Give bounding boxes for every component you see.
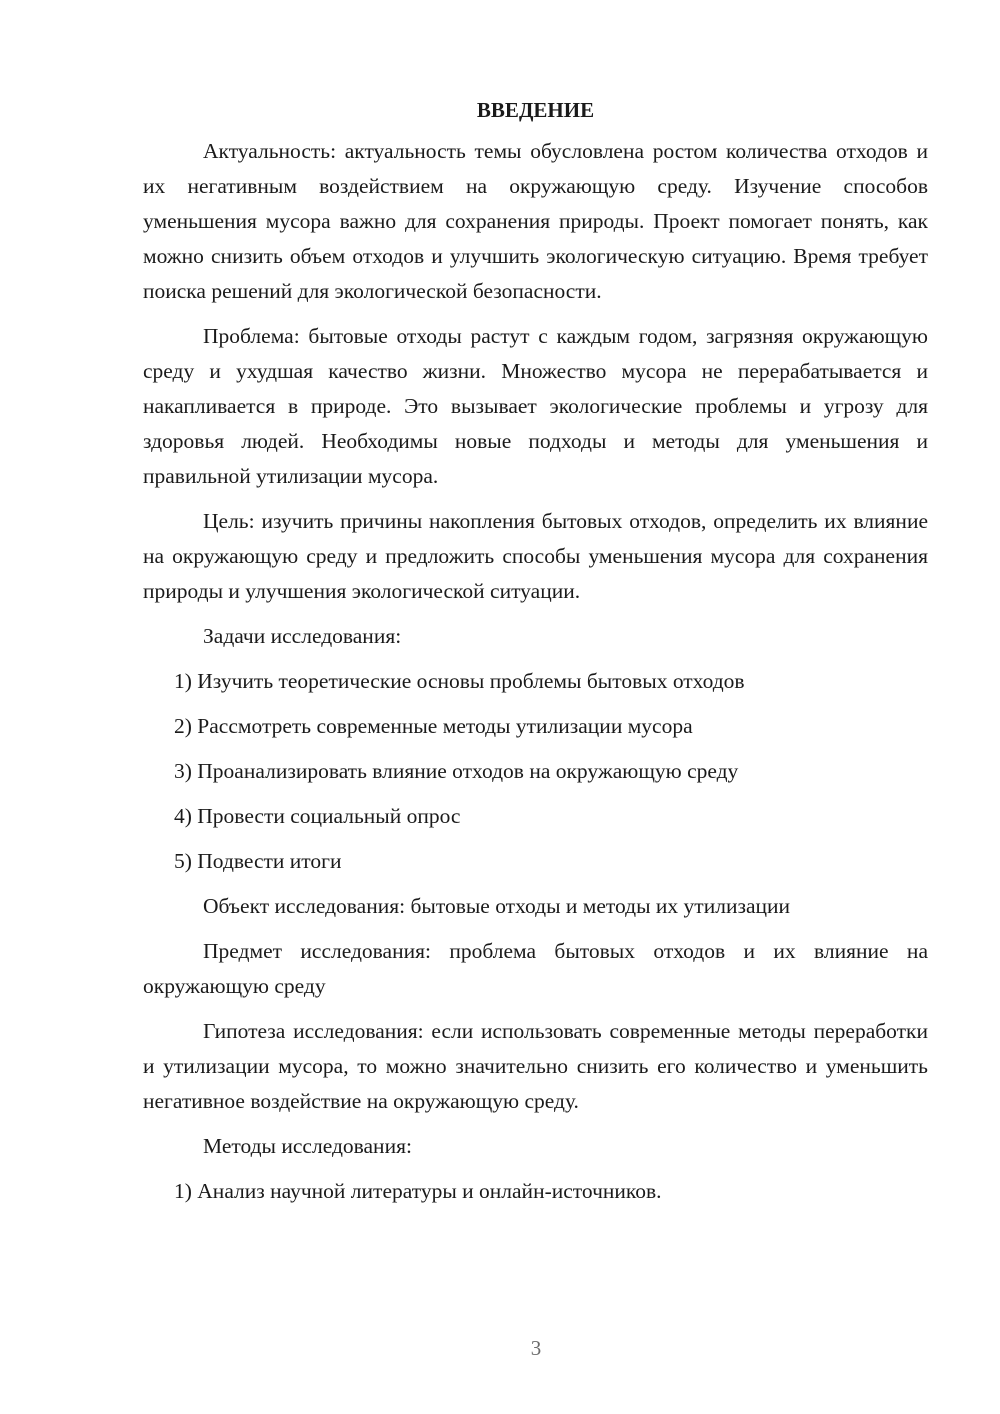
tasks-heading: Задачи исследования:	[203, 624, 402, 648]
task-item-4: 4) Провести социальный опрос	[174, 804, 461, 828]
task-item-5: 5) Подвести итоги	[174, 849, 342, 873]
page-title: ВВЕДЕНИЕ	[476, 98, 595, 122]
relevance-paragraph: Актуальность: актуальность темы обусловлена ростом количества отходов и их негативным воздействием на окружающую среду. Изучение способов уменьшения мусора важно для сохранения природы. Проект помогает понять, как можно снизить объем отходов и улучшить экологическую ситуацию. Время требует поиска решений для экологической безопасности.	[143, 139, 928, 303]
task-item-1: 1) Изучить теоретические основы проблемы бытовых отходов	[174, 669, 745, 693]
method-item-1: 1) Анализ научной литературы и онлайн-источников.	[174, 1179, 662, 1203]
task-item-3: 3) Проанализировать влияние отходов на окружающую среду	[174, 759, 739, 783]
goal-paragraph: Цель: изучить причины накопления бытовых отходов, определить их влияние на окружающую среду и предложить способы уменьшения мусора для сохранения природы и улучшения экологической ситуации.	[143, 509, 928, 603]
task-item-2: 2) Рассмотреть современные методы утилизации мусора	[174, 714, 693, 738]
page-number: 3	[530, 1336, 542, 1360]
research-subject: Предмет исследования: проблема бытовых отходов и их влияние на окружающую среду	[143, 939, 928, 998]
problem-paragraph: Проблема: бытовые отходы растут с каждым годом, загрязняя окружающую среду и ухудшая качество жизни. Множество мусора не перерабатывается и накапливается в природе. Это вызывает экологические проблемы и угрозу для здоровья людей. Необходимы новые подходы и методы для уменьшения и правильной утилизации мусора.	[143, 324, 928, 488]
methods-heading: Методы исследования:	[203, 1134, 412, 1158]
research-object: Объект исследования: бытовые отходы и методы их утилизации	[203, 894, 790, 918]
research-hypothesis: Гипотеза исследования: если использовать современные методы переработки и утилизации мусора, то можно значительно снизить его количество и уменьшить негативное воздействие на окружающую среду.	[143, 1019, 928, 1113]
document-page	[143, 92, 928, 1219]
